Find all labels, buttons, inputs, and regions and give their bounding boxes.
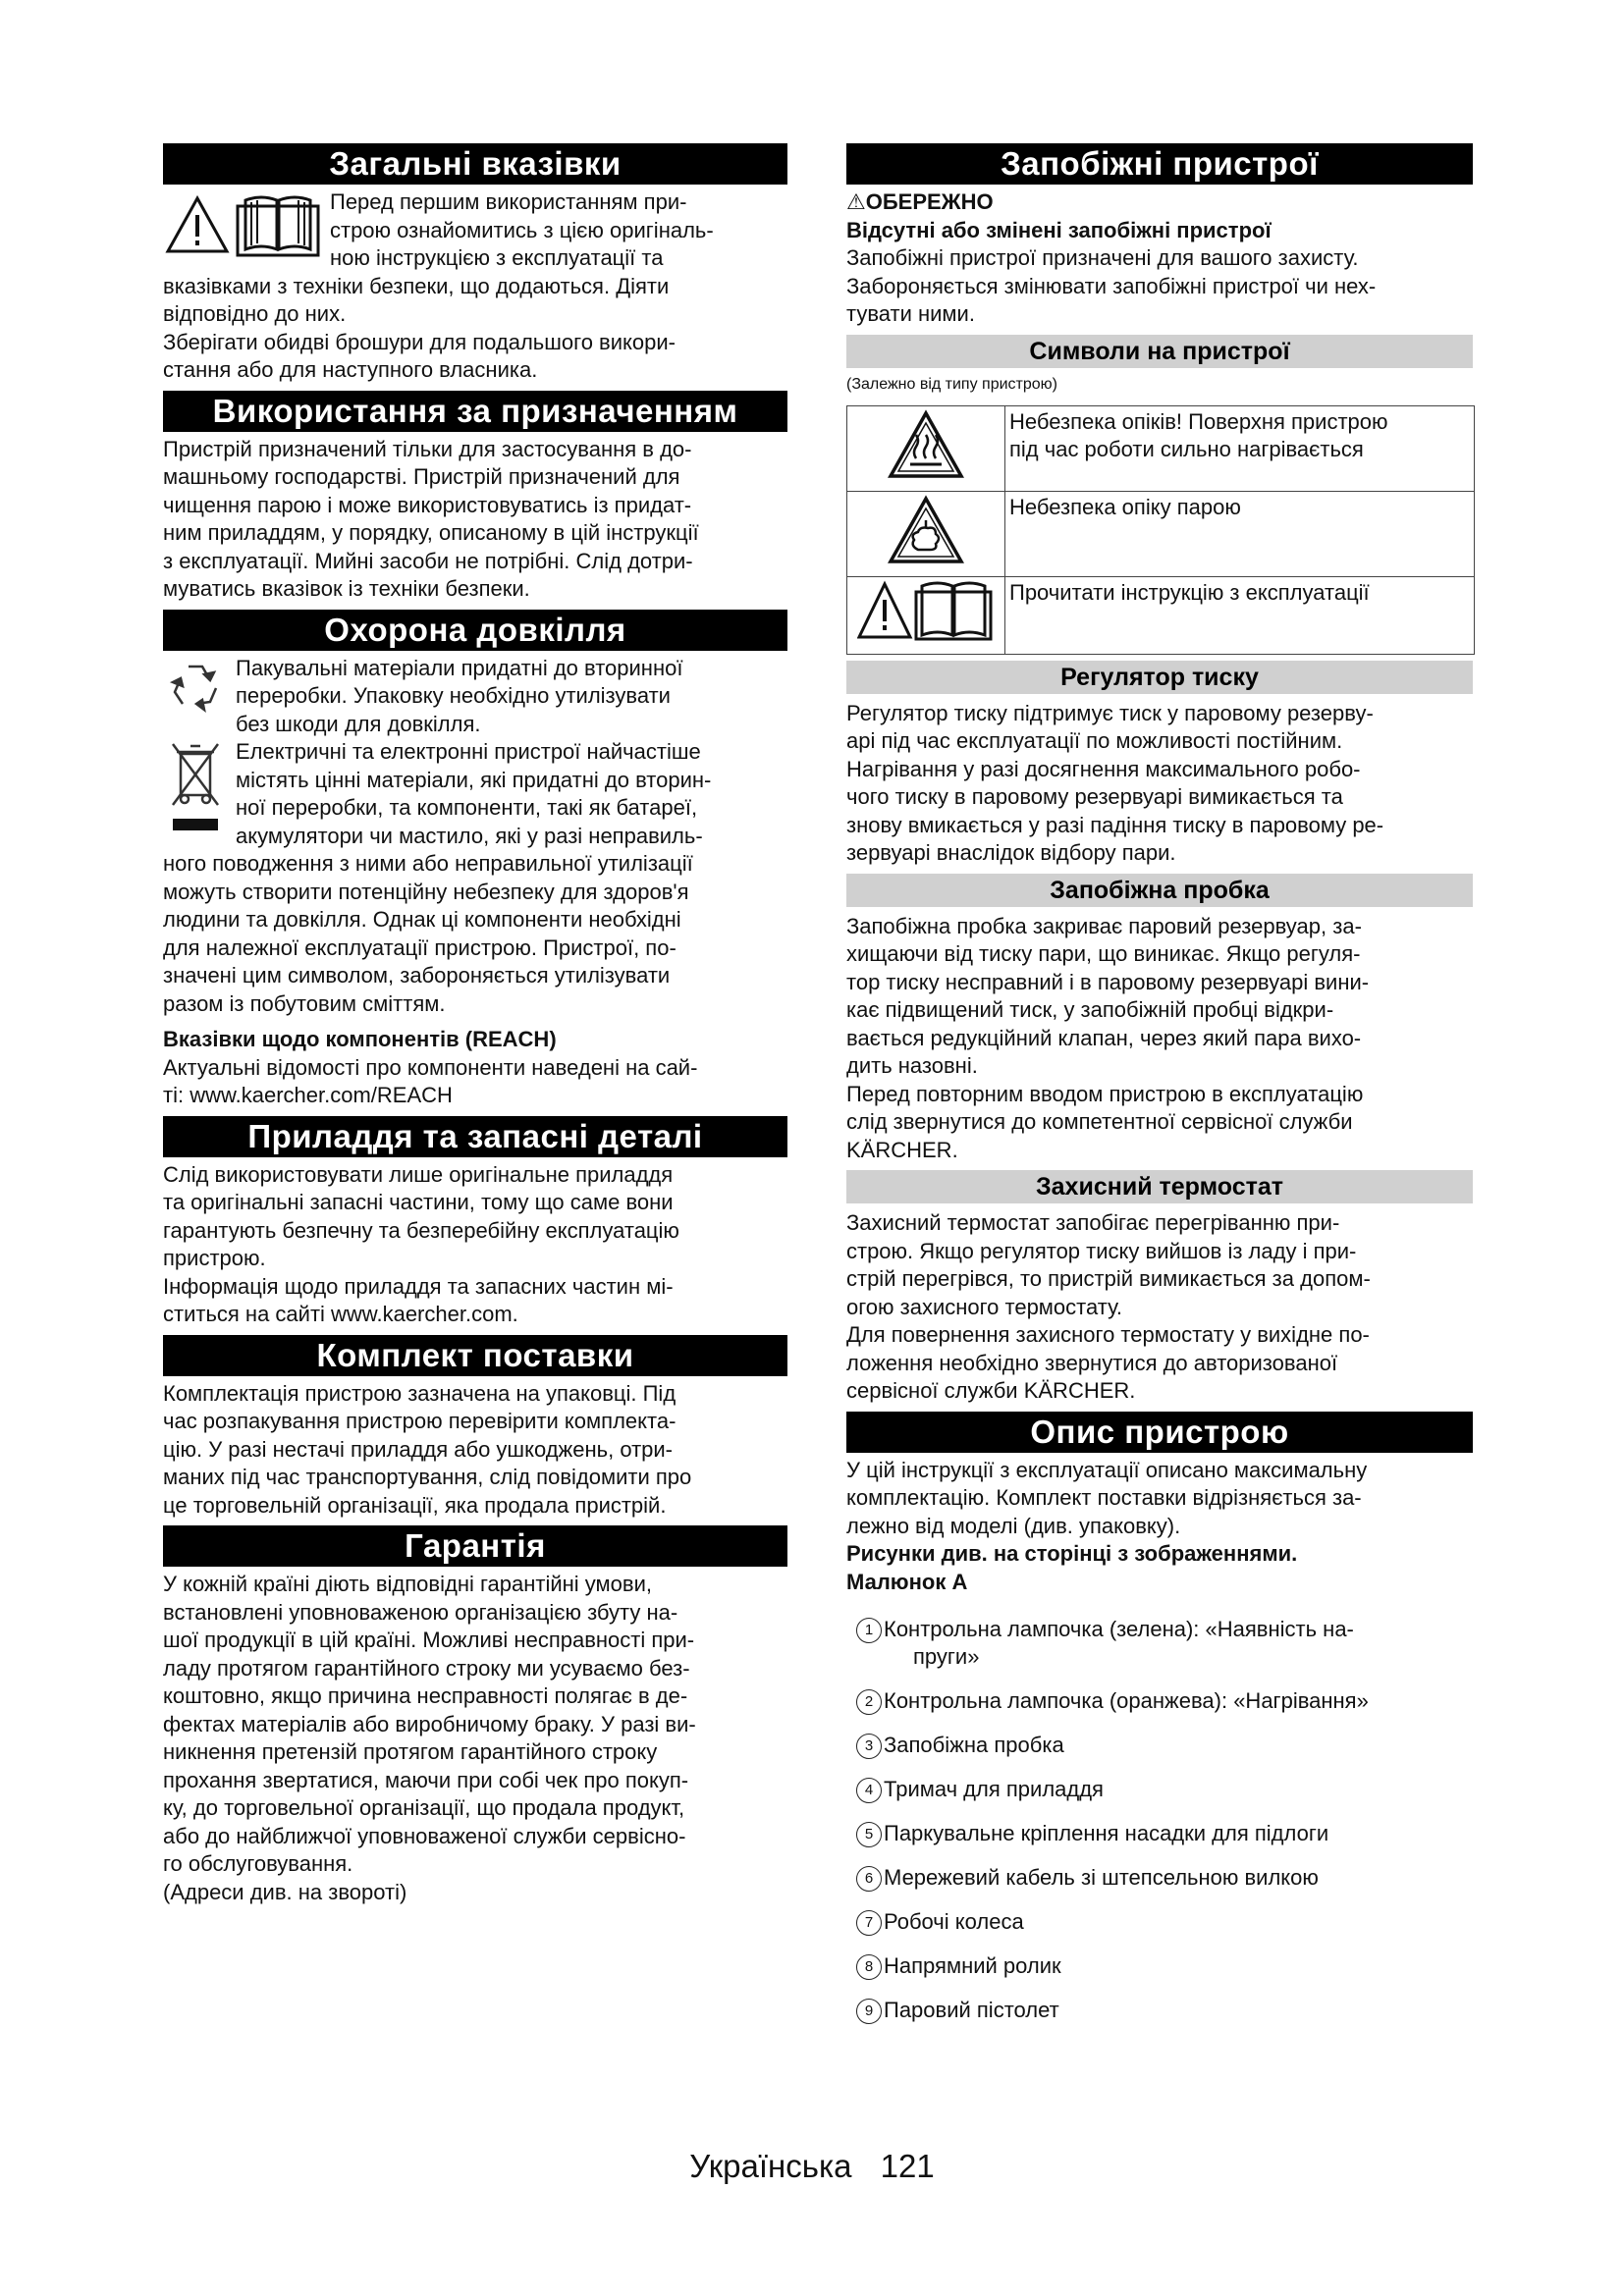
section-title-usage: Використання за призначенням xyxy=(163,391,787,432)
text-line: Інформація щодо приладдя та запасних частин мі- xyxy=(163,1273,674,1299)
section-title-delivery: Комплект поставки xyxy=(163,1335,787,1376)
text-line: Перед повторним вводом пристрою в експлуатацію xyxy=(846,1081,1364,1106)
legend-text: Паровий пістолет xyxy=(884,1998,1059,2022)
text-line: вказівками з техніки безпеки, що додаються. Діяти xyxy=(163,273,670,298)
legend-item xyxy=(846,1908,1473,1936)
section-title-plug: Запобіжна пробка xyxy=(846,874,1473,907)
legend-item xyxy=(846,1776,1473,1803)
section-title-symbols: Символи на пристрої xyxy=(846,335,1473,368)
text-line: ного поводження з ними або неправильної утилізації xyxy=(163,851,693,876)
weee-note xyxy=(163,738,787,850)
symbol-row xyxy=(847,491,1475,576)
page-number: 121 xyxy=(880,2148,935,2184)
section-title-accessories: Приладдя та запасні деталі xyxy=(163,1116,787,1157)
text-line: комплектацію. Комплект поставки відрізняється за- xyxy=(846,1485,1362,1510)
text-line: Пакувальні матеріали придатні до вторинної xyxy=(236,655,683,680)
legend-number: 3 xyxy=(856,1734,882,1759)
symbol-row xyxy=(847,576,1475,654)
legend-number: 7 xyxy=(856,1910,882,1936)
section-title-regulator: Регулятор тиску xyxy=(846,661,1473,694)
text-line: муватись вказівок із техніки безпеки. xyxy=(163,576,530,601)
text-line: коштовно, якщо причина несправності полягає в де- xyxy=(163,1683,688,1708)
text-line: Комплектація пристрою зазначена на упаковці. Під xyxy=(163,1380,677,1406)
general-intro xyxy=(163,188,787,273)
legend-text: Мережевий кабель зі штепсельною вилкою xyxy=(884,1865,1319,1890)
text-line: ті: www.kaercher.com/REACH xyxy=(163,1083,453,1107)
legend-text: Робочі колеса xyxy=(884,1909,1024,1934)
text-line: та оригінальні запасні частини, тому що саме вони xyxy=(163,1190,674,1214)
legend-number: 1 xyxy=(856,1618,882,1643)
text-line: чищення парою і може використовуватись із придат- xyxy=(163,492,692,517)
legend-item xyxy=(846,1864,1473,1892)
text-line: разом із побутовим сміттям. xyxy=(163,990,446,1016)
legend-number: 6 xyxy=(856,1866,882,1892)
text-line: зервуарі внаслідок відбору пари. xyxy=(846,840,1176,865)
figures-ref: Рисунки див. на сторінці з зображеннями. xyxy=(846,1541,1298,1566)
text-line: маних під час транспортування, слід повідомити про xyxy=(163,1465,692,1489)
symbol-text: Небезпека опіку парою xyxy=(1009,494,1241,519)
text-line: У кожній країні діють відповідні гарантійні умови, xyxy=(163,1572,652,1596)
text-line: сервісної служби KÄRCHER. xyxy=(846,1378,1136,1403)
figure-label: Малюнок А xyxy=(846,1569,968,1594)
text-line: з експлуатації. Мийні засоби не потрібні. Слід дотри- xyxy=(163,548,693,573)
parts-legend xyxy=(846,1616,1473,2024)
text-line: шої продукції в цій країні. Можливі несправності при- xyxy=(163,1628,695,1652)
recycle-note xyxy=(163,655,787,739)
symbol-text: Прочитати інструкцію з експлуатації xyxy=(1009,579,1370,605)
text-line: кає підвищений тиск, у запобіжній пробці відкри- xyxy=(846,997,1334,1022)
section-title-description: Опис пристрою xyxy=(846,1412,1473,1453)
text-line: фектах матеріалів або виробничому браку. У разі ви- xyxy=(163,1711,696,1736)
legend-number: 5 xyxy=(856,1822,882,1847)
text-line: ститься на сайті www.kaercher.com. xyxy=(163,1302,518,1326)
caution-icon: ⚠ xyxy=(846,189,866,214)
text-line: чого тиску в паровому резервуарі вимикається та xyxy=(846,784,1343,809)
text-line: стрій перегрівся, то пристрій вимикається за допом- xyxy=(846,1266,1371,1291)
text-line: ної переробки, та компоненти, такі як батареї, xyxy=(236,795,698,820)
section-title-general: Загальні вказівки xyxy=(163,143,787,185)
text-line: Захисний термостат запобігає перегріванню при- xyxy=(846,1210,1340,1235)
legend-item xyxy=(846,1820,1473,1847)
text-line: машньому господарстві. Пристрій призначений для xyxy=(163,464,680,489)
text-line: Слід використовувати лише оригінальне приладдя xyxy=(163,1161,674,1187)
text-line: Перед першим використанням при- xyxy=(330,189,687,214)
text-line: значені цим символом, забороняється утилізувати xyxy=(163,963,671,988)
text-line: стання або для наступного власника. xyxy=(163,357,538,382)
text-line: людини та довкілля. Однак ці компоненти необхідні xyxy=(163,907,681,932)
caution-label xyxy=(846,188,1473,217)
text-line: Нагрівання у разі досягнення максимального робо- xyxy=(846,756,1361,781)
warranty-address: (Адреси див. на звороті) xyxy=(163,1879,407,1904)
reach-heading: Вказівки щодо компонентів (REACH) xyxy=(163,1027,557,1051)
text-line: дить назовні. xyxy=(846,1053,978,1078)
text-line: прохання звертатися, маючи при собі чек про покуп- xyxy=(163,1767,689,1792)
text-line: встановлені уповноваженою організацією збуту на- xyxy=(163,1599,678,1625)
text-line: відповідно до них. xyxy=(163,301,347,326)
text-line: цію. У разі нестачі приладдя або ушкоджень, отри- xyxy=(163,1436,674,1462)
text-line: огою захисного термостату. xyxy=(846,1294,1122,1319)
crossed-bin-icon xyxy=(167,740,224,838)
section-title-thermostat: Захисний термостат xyxy=(846,1170,1473,1203)
text-line: арі під час експлуатації по можливості постійним. xyxy=(846,728,1343,753)
text-line: строю. Якщо регулятор тиску вийшов із ладу і при- xyxy=(846,1238,1357,1263)
legend-text: Контрольна лампочка (оранжева): «Нагрівання» xyxy=(884,1688,1369,1713)
legend-item xyxy=(846,1732,1473,1759)
text-line: ною інструкцією з експлуатації та xyxy=(330,245,664,270)
text-line: Актуальні відомості про компоненти наведені на сай- xyxy=(163,1054,698,1080)
symbols-note: (Залежно від типу пристрою) xyxy=(846,375,1057,393)
steam-burn-warning-icon xyxy=(887,495,965,565)
text-line: містять цінні матеріали, які придатні до вторин- xyxy=(236,767,712,792)
text-line: час розпакування пристрою перевірити комплекта- xyxy=(163,1409,677,1433)
text-line: Забороняється змінювати запобіжні пристрої чи нех- xyxy=(846,273,1377,298)
legend-item xyxy=(846,1952,1473,1980)
symbol-row xyxy=(847,405,1475,491)
legend-text: Паркувальне кріплення насадки для підлоги xyxy=(884,1821,1329,1845)
legend-text: пруги» xyxy=(913,1644,980,1669)
legend-number: 9 xyxy=(856,1999,882,2024)
text-line: Регулятор тиску підтримує тиск у паровому резерву- xyxy=(846,700,1374,725)
text-line: ложення необхідно звернутися до авторизованої xyxy=(846,1350,1338,1375)
text-line: знову вмикається у разі падіння тиску в паровому ре- xyxy=(846,812,1384,837)
section-title-environment: Охорона довкілля xyxy=(163,610,787,651)
text-line: Для повернення захисного термостату у вихідне по- xyxy=(846,1322,1370,1347)
warning-triangle-icon xyxy=(165,195,230,254)
text-line: або до найближчої уповноваженої служби сервісно- xyxy=(163,1823,686,1848)
text-line: тор тиску несправний і в паровому резервуарі вини- xyxy=(846,969,1370,994)
safety-subtitle: Відсутні або змінені запобіжні пристрої xyxy=(846,217,1272,242)
text-line: KÄRCHER. xyxy=(846,1137,958,1162)
read-manual-icon xyxy=(236,192,320,257)
text-line: строю ознайомитись з цією оригіналь- xyxy=(330,217,714,242)
text-line: переробки. Упаковку необхідно утилізувати xyxy=(236,683,671,708)
read-manual-icon xyxy=(857,580,995,643)
text-line: для належної експлуатації пристрою. Пристрої, по- xyxy=(163,934,677,960)
legend-number: 2 xyxy=(856,1689,882,1715)
text-line: можуть створити потенційну небезпеку для здоров'я xyxy=(163,879,689,904)
text-line: тувати ними. xyxy=(846,301,975,326)
left-column xyxy=(163,143,787,1906)
legend-number: 8 xyxy=(856,1954,882,1980)
text-line: Запобіжні пристрої призначені для вашого захисту. xyxy=(846,245,1359,270)
right-column xyxy=(846,143,1473,2041)
symbols-table xyxy=(846,405,1475,655)
text-line: го обслуговування. xyxy=(163,1851,353,1876)
text-line: слід звернутися до компетентної сервісної служби xyxy=(846,1109,1353,1134)
legend-text: Тримач для приладдя xyxy=(884,1777,1104,1801)
text-line: Пристрій призначений тільки для застосування в до- xyxy=(163,436,692,461)
symbol-text: Небезпека опіків! Поверхня пристрою xyxy=(1009,408,1388,434)
legend-item xyxy=(846,1616,1473,1671)
legend-text: Напрямний ролик xyxy=(884,1953,1061,1978)
hot-surface-warning-icon xyxy=(887,409,965,480)
section-title-warranty: Гарантія xyxy=(163,1525,787,1567)
text-line: Зберігати обидві брошури для подальшого викори- xyxy=(163,329,676,354)
text-line: ладу протягом гарантійного строку ми усуваємо без- xyxy=(163,1655,690,1681)
text-line: Електричні та електронні пристрої найчастіше xyxy=(236,739,701,764)
text-line: ним приладдям, у порядку, описаному в цій інструкції xyxy=(163,520,699,545)
text-line: ку, до торговельної організації, що продала продукт, xyxy=(163,1795,685,1820)
text-line: вається редукційний клапан, через який пара вихо- xyxy=(846,1025,1362,1050)
text-line: лежно від моделі (див. упаковку). xyxy=(846,1513,1181,1538)
recycle-icon xyxy=(167,659,224,716)
text-line: акумулятори чи мастило, які у разі неправиль- xyxy=(236,823,703,848)
legend-text: Контрольна лампочка (зелена): «Наявність на- xyxy=(884,1617,1354,1641)
text-line: пристрою. xyxy=(163,1246,266,1270)
caution-text: ОБЕРЕЖНО xyxy=(865,189,994,214)
text-line: без шкоди для довкілля. xyxy=(236,711,481,736)
footer-language: Українська xyxy=(689,2148,852,2184)
symbol-text: під час роботи сильно нагрівається xyxy=(1009,436,1364,461)
legend-item xyxy=(846,1997,1473,2024)
page-footer xyxy=(0,2148,1624,2185)
text-line: У цій інструкції з експлуатації описано максимальну xyxy=(846,1457,1368,1482)
text-line: гарантують безпечну та безперебійну експлуатацію xyxy=(163,1217,679,1243)
text-line: хищаючи від тиску пари, що виникає. Якщо регуля- xyxy=(846,941,1361,966)
text-line: Запобіжна пробка закриває паровий резервуар, за- xyxy=(846,913,1362,938)
legend-item xyxy=(846,1687,1473,1715)
legend-text: Запобіжна пробка xyxy=(884,1733,1064,1757)
text-line: це торговельній організації, яка продала пристрій. xyxy=(163,1492,667,1518)
legend-number: 4 xyxy=(856,1778,882,1803)
text-line: никнення претензій протягом гарантійного строку xyxy=(163,1739,658,1764)
section-title-safety: Запобіжні пристрої xyxy=(846,143,1473,185)
